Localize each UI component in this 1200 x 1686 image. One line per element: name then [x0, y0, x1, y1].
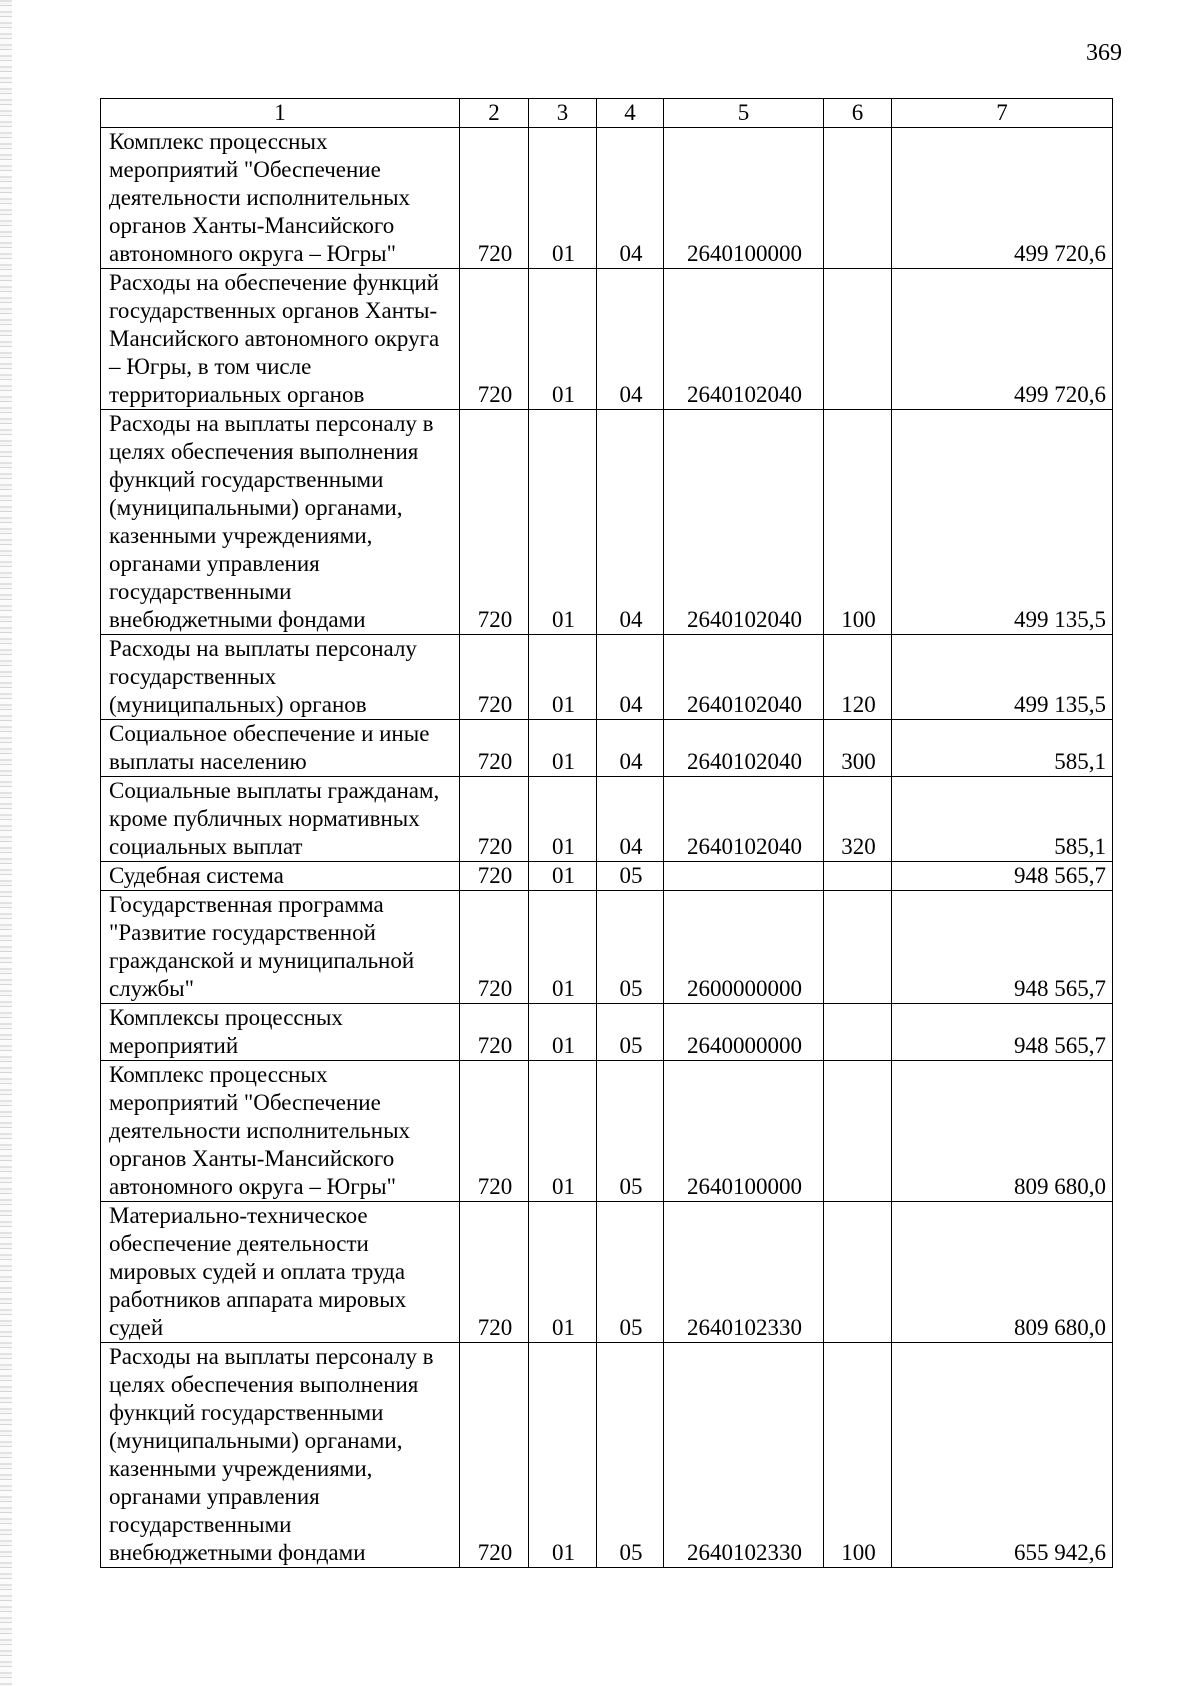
- row-grbs: 720: [460, 720, 529, 777]
- table-row: [101, 635, 1113, 720]
- row-sum: 585,1: [892, 777, 1113, 862]
- row-csr: 2640000000: [664, 1004, 824, 1061]
- row-pr: 05: [597, 1343, 664, 1568]
- row-pr: 04: [597, 269, 664, 410]
- row-name: Комплексы процессных мероприятий: [101, 1004, 460, 1061]
- table-row: [101, 720, 1113, 777]
- row-csr: 2640100000: [664, 128, 824, 269]
- row-pr: 05: [597, 1004, 664, 1061]
- row-sum: 499 135,5: [892, 635, 1113, 720]
- row-vr: 120: [824, 635, 892, 720]
- row-rz: 01: [529, 1343, 597, 1568]
- budget-table: [100, 98, 1113, 1568]
- row-grbs: 720: [460, 891, 529, 1004]
- row-name: Расходы на выплаты персоналу в целях обеспечения выполнения функций государственными (муниципальными) органами, казенными учреждениями, органами управления государственными внебюджетными фондами: [101, 1343, 460, 1568]
- table-row: [101, 891, 1113, 1004]
- scan-edge-artifact: [0, 0, 12, 1686]
- row-sum: 499 720,6: [892, 269, 1113, 410]
- row-vr: 100: [824, 410, 892, 635]
- row-pr: 04: [597, 635, 664, 720]
- row-pr: 05: [597, 1202, 664, 1343]
- row-rz: 01: [529, 128, 597, 269]
- table-row: [101, 410, 1113, 635]
- row-rz: 01: [529, 777, 597, 862]
- table-row: [101, 1343, 1113, 1568]
- row-vr: [824, 862, 892, 891]
- column-number-row: [101, 99, 1113, 128]
- row-sum: 809 680,0: [892, 1202, 1113, 1343]
- table-row: [101, 777, 1113, 862]
- column-header: 3: [529, 99, 597, 128]
- table-row: [101, 128, 1113, 269]
- row-csr: 2640102040: [664, 720, 824, 777]
- row-csr: 2640102040: [664, 410, 824, 635]
- row-pr: 05: [597, 862, 664, 891]
- row-csr: 2640102330: [664, 1202, 824, 1343]
- table-row: [101, 862, 1113, 891]
- row-rz: 01: [529, 862, 597, 891]
- row-rz: 01: [529, 1061, 597, 1202]
- row-name: Расходы на выплаты персоналу государственных (муниципальных) органов: [101, 635, 460, 720]
- row-grbs: 720: [460, 1004, 529, 1061]
- row-name: Судебная система: [101, 862, 460, 891]
- table-row: [101, 1061, 1113, 1202]
- row-csr: 2640102040: [664, 777, 824, 862]
- row-vr: [824, 1004, 892, 1061]
- column-header: 7: [892, 99, 1113, 128]
- row-rz: 01: [529, 410, 597, 635]
- row-vr: [824, 128, 892, 269]
- row-vr: 100: [824, 1343, 892, 1568]
- row-rz: 01: [529, 1202, 597, 1343]
- column-header: 1: [101, 99, 460, 128]
- row-csr: 2600000000: [664, 891, 824, 1004]
- row-name: Расходы на обеспечение функций государственных органов Ханты-Мансийского автономного округа – Югры, в том числе территориальных органов: [101, 269, 460, 410]
- row-pr: 05: [597, 891, 664, 1004]
- row-csr: [664, 862, 824, 891]
- row-csr: 2640102330: [664, 1343, 824, 1568]
- row-vr: 320: [824, 777, 892, 862]
- row-pr: 04: [597, 777, 664, 862]
- row-grbs: 720: [460, 1343, 529, 1568]
- row-sum: 585,1: [892, 720, 1113, 777]
- table-row: [101, 269, 1113, 410]
- row-name: Социальные выплаты гражданам, кроме публичных нормативных социальных выплат: [101, 777, 460, 862]
- row-sum: 655 942,6: [892, 1343, 1113, 1568]
- row-vr: [824, 891, 892, 1004]
- row-grbs: 720: [460, 128, 529, 269]
- row-csr: 2640100000: [664, 1061, 824, 1202]
- row-rz: 01: [529, 635, 597, 720]
- row-grbs: 720: [460, 269, 529, 410]
- row-vr: 300: [824, 720, 892, 777]
- row-pr: 04: [597, 128, 664, 269]
- column-header: 6: [824, 99, 892, 128]
- row-sum: 948 565,7: [892, 891, 1113, 1004]
- row-csr: 2640102040: [664, 635, 824, 720]
- page-number: 369: [1086, 40, 1122, 66]
- column-header: 4: [597, 99, 664, 128]
- row-name: Комплекс процессных мероприятий "Обеспечение деятельности исполнительных органов Ханты-Мансийского автономного округа – Югры": [101, 128, 460, 269]
- row-name: Комплекс процессных мероприятий "Обеспечение деятельности исполнительных органов Ханты-Мансийского автономного округа – Югры": [101, 1061, 460, 1202]
- row-rz: 01: [529, 720, 597, 777]
- table-row: [101, 1202, 1113, 1343]
- row-grbs: 720: [460, 777, 529, 862]
- row-grbs: 720: [460, 635, 529, 720]
- table-row: [101, 1004, 1113, 1061]
- row-grbs: 720: [460, 1202, 529, 1343]
- column-header: 2: [460, 99, 529, 128]
- row-rz: 01: [529, 1004, 597, 1061]
- row-vr: [824, 1202, 892, 1343]
- row-sum: 948 565,7: [892, 1004, 1113, 1061]
- row-grbs: 720: [460, 410, 529, 635]
- row-pr: 05: [597, 1061, 664, 1202]
- row-grbs: 720: [460, 1061, 529, 1202]
- row-name: Социальное обеспечение и иные выплаты населению: [101, 720, 460, 777]
- row-grbs: 720: [460, 862, 529, 891]
- row-rz: 01: [529, 269, 597, 410]
- row-sum: 499 135,5: [892, 410, 1113, 635]
- row-name: Материально-техническое обеспечение деятельности мировых судей и оплата труда работников аппарата мировых судей: [101, 1202, 460, 1343]
- column-header: 5: [664, 99, 824, 128]
- row-sum: 809 680,0: [892, 1061, 1113, 1202]
- row-csr: 2640102040: [664, 269, 824, 410]
- row-pr: 04: [597, 410, 664, 635]
- row-rz: 01: [529, 891, 597, 1004]
- row-name: Государственная программа "Развитие государственной гражданской и муниципальной службы": [101, 891, 460, 1004]
- row-sum: 948 565,7: [892, 862, 1113, 891]
- row-vr: [824, 1061, 892, 1202]
- row-name: Расходы на выплаты персоналу в целях обеспечения выполнения функций государственными (муниципальными) органами, казенными учреждениями, органами управления государственными внебюджетными фондами: [101, 410, 460, 635]
- row-vr: [824, 269, 892, 410]
- row-pr: 04: [597, 720, 664, 777]
- row-sum: 499 720,6: [892, 128, 1113, 269]
